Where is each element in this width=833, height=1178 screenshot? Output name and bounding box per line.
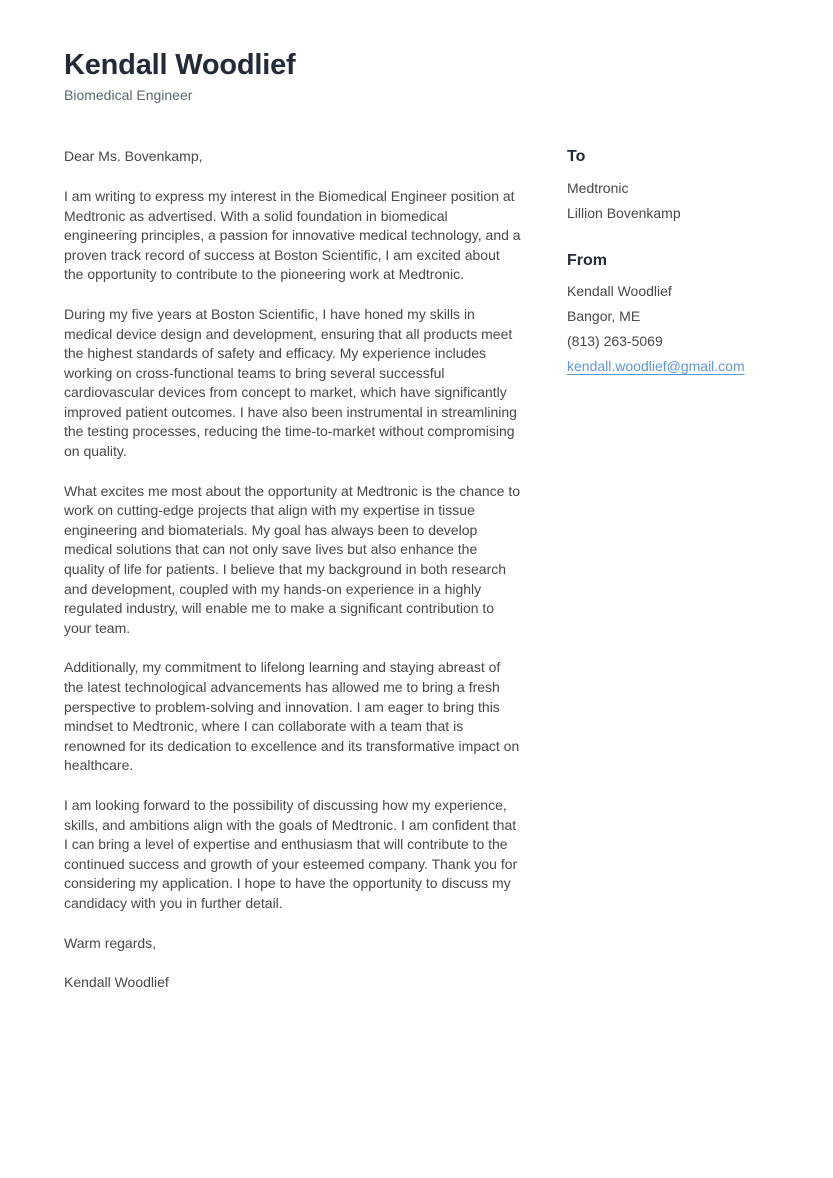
letter-paragraph: What excites me most about the opportunity at Medtronic is the chance to work on cutting-edge projects that align with my expertise in tissue engineering and biomaterials. My goal has always been to develop medical solutions that can not only save lives but also enhance the quality of life for patients. I believe that my background in both research and development, coupled with my hands-on experience in a highly regulated industry, will enable me to make a significant contribution to your team. [64,482,521,636]
letter-paragraph: During my five years at Boston Scientific, I have honed my skills in medical device design and development, ensuring that all products meet the highest standards of safety and efficacy. My experience includes working on cross-functional teams to bring several successful cardiovascular devices from concept to market, which have significantly improved patient outcomes. I have also been instrumental in streamlining the testing processes, reducing the time-to-market without compromising on quality. [64,305,517,460]
from-section [567,251,792,379]
closing: Warm regards, [64,934,157,951]
to-section [567,147,792,225]
recipient-sender-sidebar [567,147,792,992]
sender-phone: (813) 263-5069 [567,332,663,349]
letter-paragraph: I am writing to express my interest in the Biomedical Engineer position at Medtronic as advertised. With a solid foundation in biomedical engineering principles, a passion for innovative medical technology, and a proven track record of success at Boston Scientific, I am excited about the opportunity to contribute to the pioneering work at Medtronic. [64,187,521,283]
sender-location: Bangor, ME [567,307,641,324]
sender-name: Kendall Woodlief [567,282,672,299]
letter-paragraph: Additionally, my commitment to lifelong learning and staying abreast of the latest technological advancements has allowed me to bring a fresh perspective to problem-solving and innovation. I am eager to bring this mindset to Medtronic, where I can collaborate with a team that is renowned for its dedication to excellence and its transformative impact on healthcare. [64,659,520,774]
letter-body [64,147,521,992]
letter-header [0,0,833,103]
letter-paragraph: I am looking forward to the possibility of discussing how my experience, skills, and ambitions align with the goals of Medtronic. I am confident that I can bring a level of expertise and enthusiasm that will contribute to the continued success and growth of your esteemed company. Thank you for considering my application. I hope to have the opportunity to discuss my candidacy with you in further detail. [64,796,518,911]
salutation: Dear Ms. Bovenkamp, [64,148,203,165]
from-label: From [567,251,607,269]
applicant-name: Kendall Woodlief [64,49,296,81]
applicant-job-title: Biomedical Engineer [64,87,193,104]
letter-content [0,147,833,992]
sender-email-link[interactable]: kendall.woodlief@gmail.com [567,357,745,374]
recipient-company: Medtronic [567,179,629,196]
signature: Kendall Woodlief [64,974,169,991]
to-label: To [567,148,586,166]
recipient-name: Lillion Bovenkamp [567,204,681,221]
